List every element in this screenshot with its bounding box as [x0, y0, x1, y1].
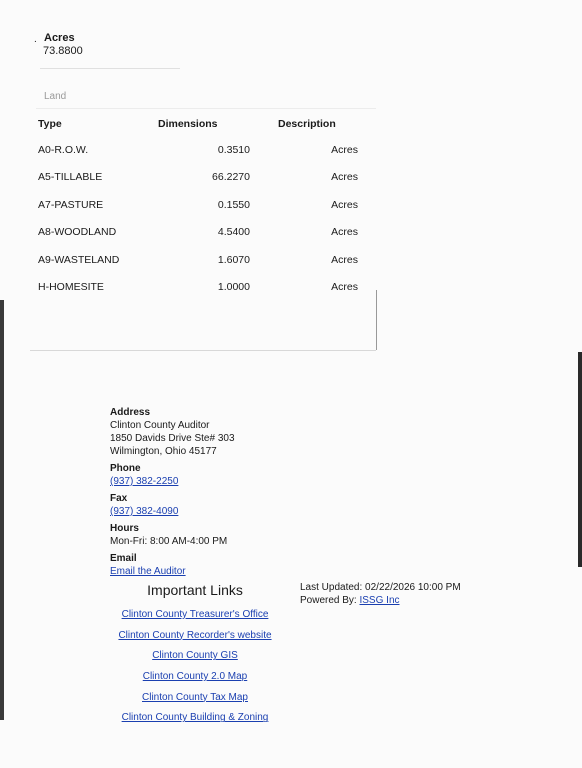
table-row — [30, 191, 378, 219]
cell-dimensions: 0.3510 — [217, 143, 250, 156]
column-header-description: Description — [278, 118, 336, 130]
link-2-0-map[interactable]: Clinton County 2.0 Map — [142, 671, 248, 683]
email-auditor-link[interactable]: Email the Auditor — [110, 566, 186, 577]
table-row — [30, 274, 378, 302]
link-treasurer-office[interactable]: Clinton County Treasurer's Office — [121, 609, 269, 620]
column-header-type: Type — [38, 118, 62, 130]
bullet-marker: . — [34, 34, 37, 45]
update-info — [300, 581, 461, 607]
link-recorder-website[interactable]: Clinton County Recorder's website — [118, 629, 272, 641]
table-scrollbar-edge — [376, 290, 377, 350]
phone-link[interactable]: (937) 382-2250 — [110, 476, 179, 487]
acres-value: 73.8800 — [43, 45, 83, 57]
link-building-zoning[interactable]: Clinton County Building & Zoning — [121, 712, 269, 724]
table-row — [30, 246, 378, 274]
land-table — [30, 112, 378, 301]
cell-description: Acres — [331, 253, 358, 266]
link-gis[interactable]: Clinton County GIS — [152, 650, 238, 662]
divider — [36, 108, 376, 109]
cell-type: A0-R.O.W. — [38, 143, 89, 156]
page-edge-right — [578, 352, 582, 567]
powered-by-label: Powered By: — [300, 595, 360, 606]
cell-dimensions: 0.1550 — [217, 198, 250, 211]
divider — [30, 350, 376, 351]
cell-type: A5-TILLABLE — [38, 171, 103, 184]
cell-dimensions: 66.2270 — [212, 171, 250, 184]
cell-type: A7-PASTURE — [38, 198, 104, 211]
hours-value: Mon-Fri: 8:00 AM-4:00 PM — [110, 536, 228, 547]
address-line: 1850 Davids Drive Ste# 303 — [110, 433, 235, 444]
cell-dimensions: 4.5400 — [217, 226, 250, 239]
cell-dimensions: 1.6070 — [217, 253, 250, 266]
table-header-row — [30, 112, 378, 136]
column-header-dimensions: Dimensions — [158, 118, 218, 130]
cell-dimensions: 1.0000 — [217, 281, 250, 294]
table-row — [30, 164, 378, 192]
cell-type: H-HOMESITE — [38, 281, 104, 294]
last-updated: Last Updated: 02/22/2026 10:00 PM — [300, 582, 461, 593]
important-links-title: Important Links — [147, 582, 243, 598]
address-line: Clinton County Auditor — [110, 420, 210, 431]
cell-description: Acres — [331, 171, 358, 184]
powered-by-link[interactable]: ISSG Inc — [359, 595, 400, 606]
address-line: Wilmington, Ohio 45177 — [110, 446, 217, 457]
divider — [40, 68, 180, 69]
table-row — [30, 219, 378, 247]
fax-heading: Fax — [110, 493, 128, 504]
cell-description: Acres — [331, 198, 358, 211]
cell-description: Acres — [331, 143, 358, 156]
hours-heading: Hours — [110, 523, 139, 534]
cell-type: A9-WASTELAND — [38, 253, 120, 266]
table-row — [30, 136, 378, 164]
contact-section — [110, 402, 235, 578]
cell-description: Acres — [331, 281, 358, 294]
acres-title: Acres — [44, 32, 75, 44]
page-edge-left — [0, 300, 4, 720]
email-heading: Email — [110, 553, 137, 564]
cell-type: A8-WOODLAND — [38, 226, 117, 239]
land-section-label: Land — [44, 91, 67, 102]
acres-section — [34, 32, 83, 57]
fax-link[interactable]: (937) 382-4090 — [110, 506, 179, 517]
phone-heading: Phone — [110, 463, 141, 474]
address-heading: Address — [110, 407, 151, 418]
cell-description: Acres — [331, 226, 358, 239]
link-tax-map[interactable]: Clinton County Tax Map — [142, 691, 248, 703]
important-links-list — [100, 609, 290, 733]
